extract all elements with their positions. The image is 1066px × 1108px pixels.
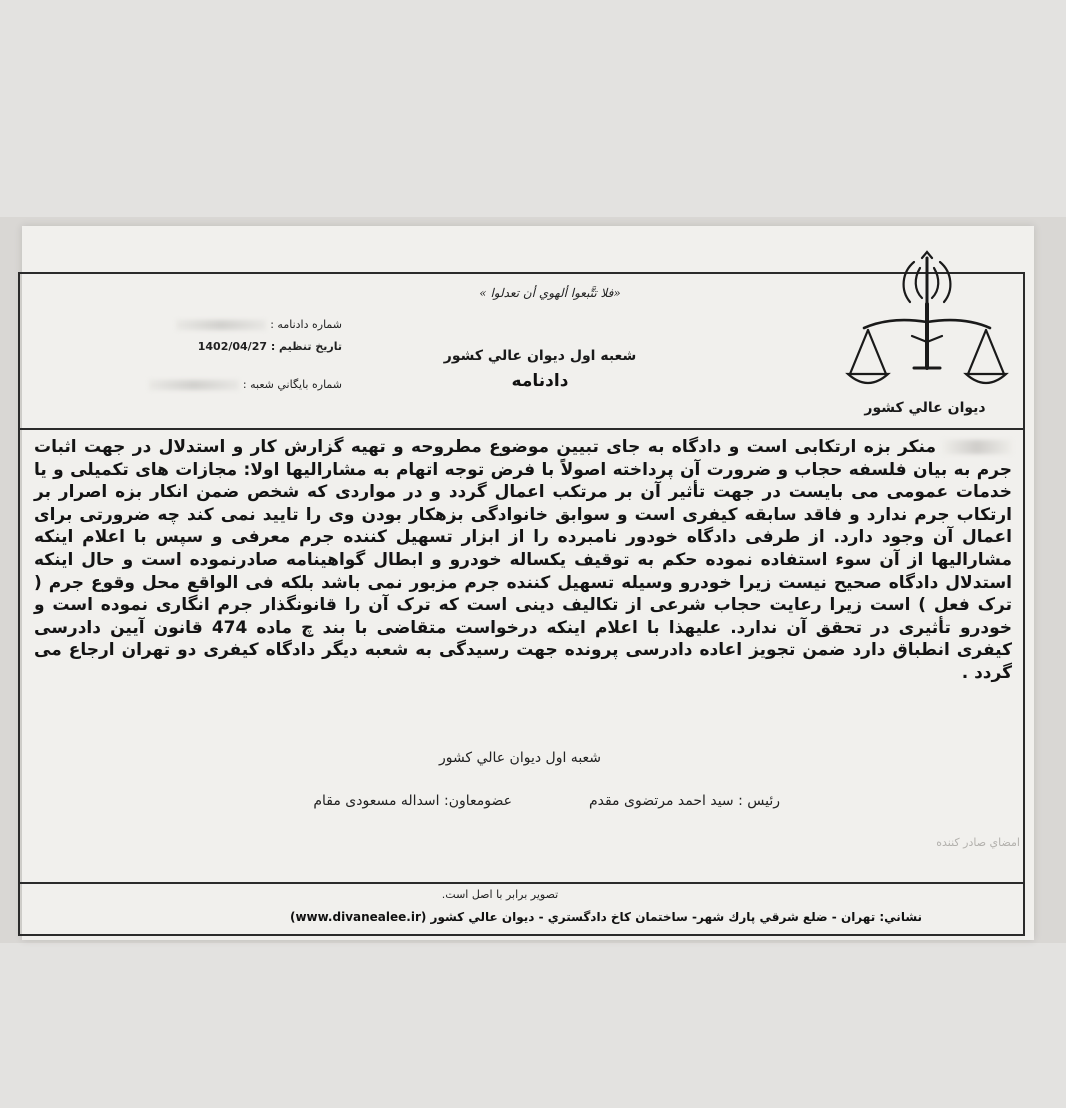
signature-chief: رئیس : سید احمد مرتضوی مقدم — [588, 793, 780, 809]
copy-certification: تصوير برابر با اصل است. — [441, 888, 559, 901]
footer-divider — [20, 882, 1025, 884]
issue-date: تاريخ تنظيم : 1402/04/27 — [197, 340, 342, 353]
redacted-value — [149, 380, 239, 390]
verdict-number — [82, 318, 342, 331]
redacted-value — [176, 320, 266, 330]
court-name-caption: ديوان عالي كشور — [864, 400, 986, 416]
verdict-body — [34, 436, 1012, 685]
signature-issuer: امضاي صادر كننده — [936, 836, 1020, 849]
archive-number-label: شماره بايگاني شعبه : — [242, 378, 342, 391]
verdict-body-text: منکر بزه ارتکابی است و دادگاه به جای تبیین موضوع مطروحه و تهیه گزارش کار و استدلال در جهت اثبات جرم به بیان فلسفه حجاب و ضرورت آن پرداخته اصولاً با فرض توجه اتهام به مشارالیها اولا: مجازات های تکمیلی و یا خدمات عمومی می بایست در جهت تأثیر آن بر مرتکب اعمال گردد و در مواردی که شخص ضمن انکار بزه اصرار بر ارتکاب جرم ندارد و فاقد سابقه کیفری است و سوابق خانوادگی بزهکار بودن وی را تایید نمی کند چه ضرورتی برای اعمال آن وجود دارد. از طرفی دادگاه خودور نامبرده را از ابزار تسهیل کننده جرم معرفی و سپس با اعلام اینکه مشارالیها از آن سوء استفاده نموده حکم به توقیف یکساله خودرو و ابطال گواهینامه صادرنموده است و حال اینکه استدلال دادگاه صحیح نیست زیرا خودرو وسیله تسهیل کننده جرم مزبور نمی باشد بلکه فی الواقع محل وقوع جرم ( ترک فعل ) است زیرا رعایت حجاب شرعی از تکالیف دینی است که ترک آن را قانونگذار جرم انگاری نموده است و خودرو تأثیری در تحقق آن ندارد. علیهذا با اعلام اینکه درخواست متقاضی با بند چ ماده 474 قانون آیین دادرسی کیفری انطباق دارد ضمن تجویز اعاده دادرسی پرونده جهت رسیدگی به شعبه دیگر دادگاه کیفری دو تهران ارجاع می گردد . — [34, 437, 1012, 683]
signature-member: عضومعاون: اسداله مسعودی مقام — [313, 793, 512, 809]
header-divider — [20, 428, 1025, 430]
court-address: نشاني: تهران - ضلع شرقي پارك شهر- ساختمان كاخ دادگستري - ديوان عالي كشور (www.divanealee.ir) — [289, 910, 923, 924]
branch-heading: شعبه اول ديوان عالي كشور — [443, 348, 637, 364]
quran-verse: «فلا تتَّبعوا ألهوي أن تعدلوا » — [479, 286, 621, 300]
archive-number — [82, 378, 342, 391]
verdict-number-label: شماره دادنامه : — [270, 318, 342, 331]
signature-branch: شعبه اول ديوان عالي كشور — [438, 750, 602, 766]
scales-of-justice-emblem-icon — [842, 250, 1012, 400]
document-title: دادنامه — [511, 371, 569, 391]
redacted-name — [942, 440, 1012, 454]
